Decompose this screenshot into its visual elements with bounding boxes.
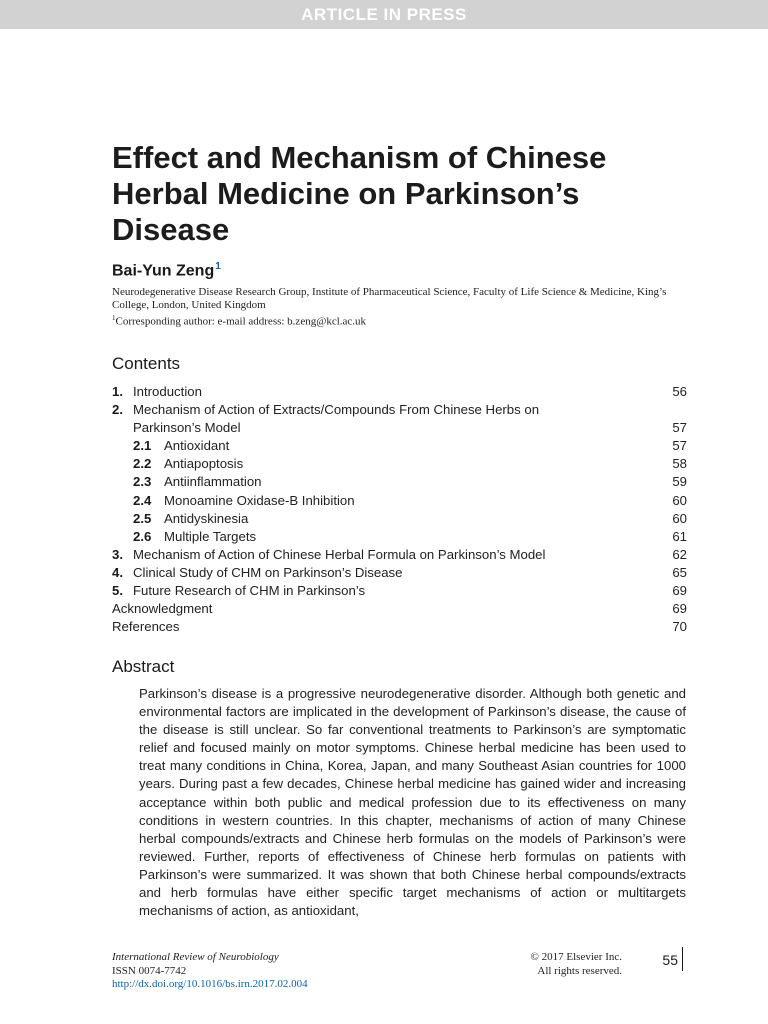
toc-number: 2.4 [133,492,152,508]
toc-subentry[interactable] [112,510,687,528]
toc-label: Antidyskinesia [164,510,249,526]
article-title [112,140,712,248]
toc-number: 2. [112,402,123,418]
toc-page: 60 [672,510,687,526]
toc-number: 2.5 [133,510,152,526]
title-line: Disease [112,212,230,247]
toc-subentry[interactable] [112,528,687,546]
toc-subentry[interactable] [112,455,687,473]
toc-entry[interactable] [112,401,687,419]
toc-label: Antioxidant [164,438,230,454]
toc-label: Antiapoptosis [164,456,244,472]
abstract-body: Parkinson’s disease is a progressive neurodegenerative disorder. Although both genetic and environmental factors are implicated in the development of Parkinson’s disease, the cause of the disease is still unclear. So far conventional treatments to Parkinson’s are symptomatic relief and focused mainly on motor symptoms. Chinese herbal medicine has been used to treat many conditions in China, Korea, Japan, and many Southeast Asian countries for 1000 years. During past a few decades, Chinese herbal medicine has gained wider and increasing acceptance within both public and medical profession due to its effectiveness on many conditions in western countries. In this chapter, mechanisms of action of many Chinese herbal compounds/extracts and Chinese herb formulas on the models of Parkinson’s were reviewed. Further, reports of effectiveness of Chinese herb formulas on patients with Parkinson’s were summarized. It was shown that both Chinese herbal compounds/extracts and herb formulas have either specific target mechanisms of action or multitargets mechanisms of action, as antioxidant, [139,686,686,919]
toc-entry[interactable] [112,582,687,600]
toc-page: 69 [672,583,687,599]
toc-label: Mechanism of Action of Extracts/Compounds From Chinese Herbs on [133,402,540,418]
toc-label: Antiinflammation [164,474,262,490]
toc-page: 56 [672,384,687,399]
author-line [112,261,221,280]
toc-label: Introduction [133,384,202,399]
toc-number: 2.6 [133,528,152,544]
toc-label: Future Research of CHM in Parkinson’s [133,583,366,599]
toc-label: Clinical Study of CHM on Parkinson’s Disease [133,564,403,580]
toc-subentry[interactable] [112,492,687,510]
toc-page: 57 [672,438,687,454]
table-of-contents [112,383,687,636]
corresponding-marker: 1 [112,314,116,322]
doi-link[interactable]: http://dx.doi.org/10.1016/bs.irn.2017.02.004 [112,978,308,990]
toc-subentry[interactable] [112,473,687,491]
title-line: Herbal Medicine on Parkinson’s [112,176,580,211]
toc-page: 62 [672,546,687,562]
toc-page: 61 [672,528,687,544]
toc-label: Acknowledgment [112,601,213,617]
toc-page: 59 [672,474,687,490]
author-name: Bai-Yun Zeng [112,262,215,280]
abstract-heading: Abstract [112,657,175,676]
toc-entry[interactable] [112,546,687,564]
toc-number: 2.3 [133,474,152,490]
toc-label: Mechanism of Action of Chinese Herbal Formula on Parkinson’s Model [133,546,546,562]
journal-name: International Review of Neurobiology [112,951,279,963]
toc-number: 3. [112,546,123,562]
toc-number: 2.1 [133,438,152,454]
toc-number: 2.2 [133,456,152,472]
toc-page [657,401,687,419]
toc-page: 69 [672,601,687,617]
article-in-press-banner: ARTICLE IN PRESS [0,0,768,29]
toc-page: 60 [672,492,687,508]
toc-label: Parkinson’s Model [133,420,241,436]
toc-subentry[interactable] [112,437,687,455]
toc-entry[interactable] [112,383,687,401]
title-line: Effect and Mechanism of Chinese [112,140,607,175]
toc-page: 57 [672,420,687,436]
toc-page: 65 [672,564,687,580]
author-affiliation-block [112,286,687,329]
corresponding-text: Corresponding author: e-mail address: b.zeng@kcl.ac.uk [115,315,367,328]
toc-entry-references[interactable] [112,618,687,636]
toc-entry[interactable] [112,564,687,582]
toc-page: 70 [672,619,687,635]
copyright-text: © 2017 Elsevier Inc. [530,951,622,963]
affiliation-text: Neurodegenerative Disease Research Group, Institute of Pharmaceutical Science, Faculty of Life Science & Medicine, King’s College, London, United Kingdom [112,286,667,311]
corresponding-author [112,312,687,329]
toc-entry-acknowledgment[interactable] [112,600,687,618]
toc-label: Monoamine Oxidase-B Inhibition [164,492,355,508]
page-number: 55 [655,947,683,971]
footer-copyright [500,951,622,978]
author-footnote-marker[interactable]: 1 [215,261,221,272]
toc-number: 5. [112,583,123,599]
toc-number: 4. [112,564,123,580]
toc-page: 58 [672,456,687,472]
footer-publication-info [112,951,308,992]
toc-label: References [112,619,180,635]
contents-heading: Contents [112,354,181,373]
toc-number: 1. [112,384,123,399]
issn: ISSN 0074-7742 [112,964,187,977]
toc-label: Multiple Targets [164,528,257,544]
rights-text: All rights reserved. [537,964,622,977]
toc-entry-continuation[interactable] [112,419,687,437]
